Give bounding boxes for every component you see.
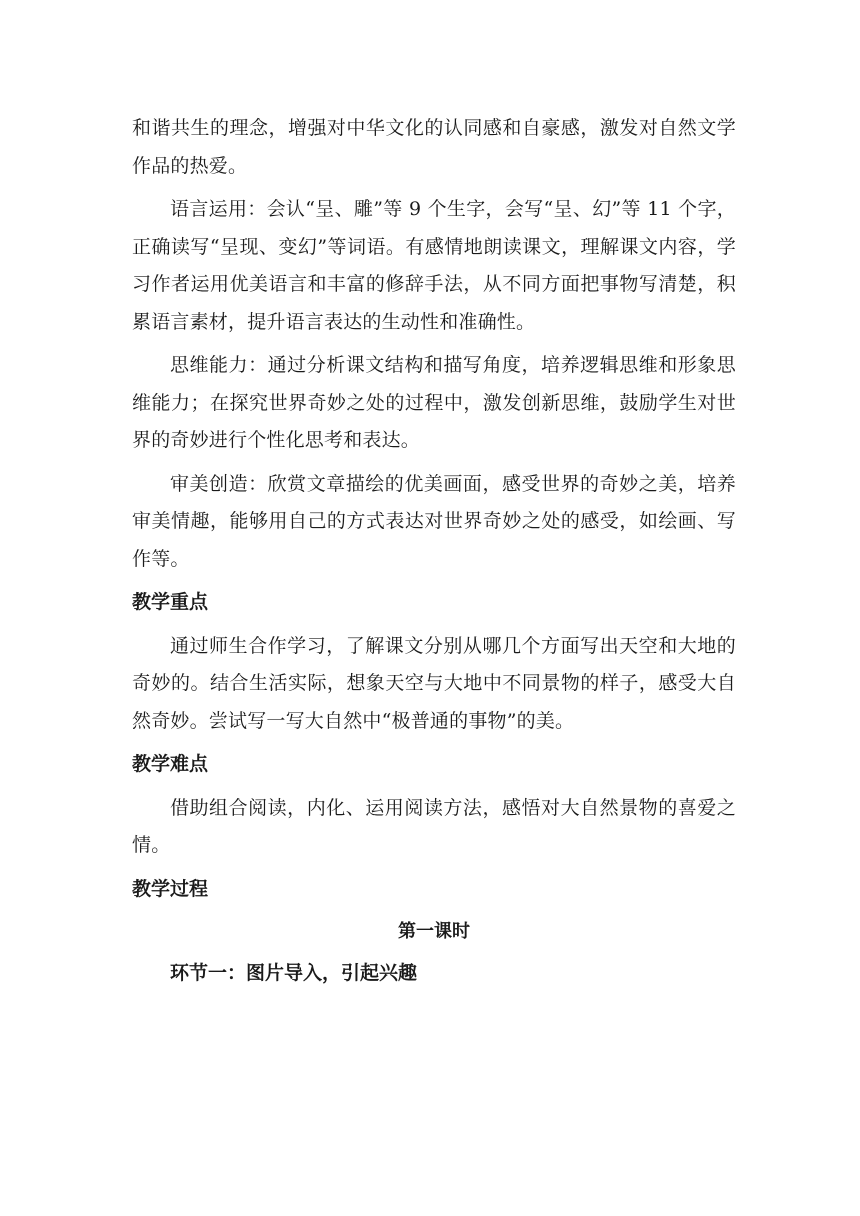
teaching-focus-heading: 教学重点 — [132, 591, 209, 613]
teaching-difficulty-paragraph: 借助组合阅读，内化、运用阅读方法，感悟对大自然景物的喜爱之情。 — [132, 796, 736, 856]
document-page — [132, 110, 736, 992]
section-one-title: 环节一：图片导入，引起兴趣 — [170, 961, 418, 984]
teaching-focus-paragraph: 通过师生合作学习，了解课文分别从哪几个方面写出天空和大地的奇妙的。结合生活实际，想象天空与大地中不同景物的样子，感受大自然奇妙。尝试写一写大自然中“极普通的事物”的美。 — [132, 634, 736, 732]
lesson-title: 第一课时 — [398, 921, 470, 942]
language-use-paragraph: 语言运用：会认“呈、雕”等 9 个生字，会写“呈、幻”等 11 个字，正确读写“呈现、变幻”等词语。有感情地朗读课文，理解课文内容，学习作者运用优美语言和丰富的修辞手法，从不同方面把事物写清楚，积累语言素材，提升语言表达的生动性和准确性。 — [132, 198, 736, 333]
aesthetic-creation-paragraph: 审美创造：欣赏文章描绘的优美画面，感受世界的奇妙之美，培养审美情趣，能够用自己的方式表达对世界奇妙之处的感受，如绘画、写作等。 — [132, 472, 736, 570]
teaching-difficulty-heading: 教学难点 — [132, 753, 209, 775]
teaching-process-heading: 教学过程 — [132, 877, 209, 900]
objective-continuation-paragraph: 和谐共生的理念，增强对中华文化的认同感和自豪感，激发对自然文学作品的热爱。 — [132, 117, 736, 177]
thinking-ability-paragraph: 思维能力：通过分析课文结构和描写角度，培养逻辑思维和形象思维能力；在探究世界奇妙之处的过程中，激发创新思维，鼓励学生对世界的奇妙进行个性化思考和表达。 — [132, 354, 736, 451]
